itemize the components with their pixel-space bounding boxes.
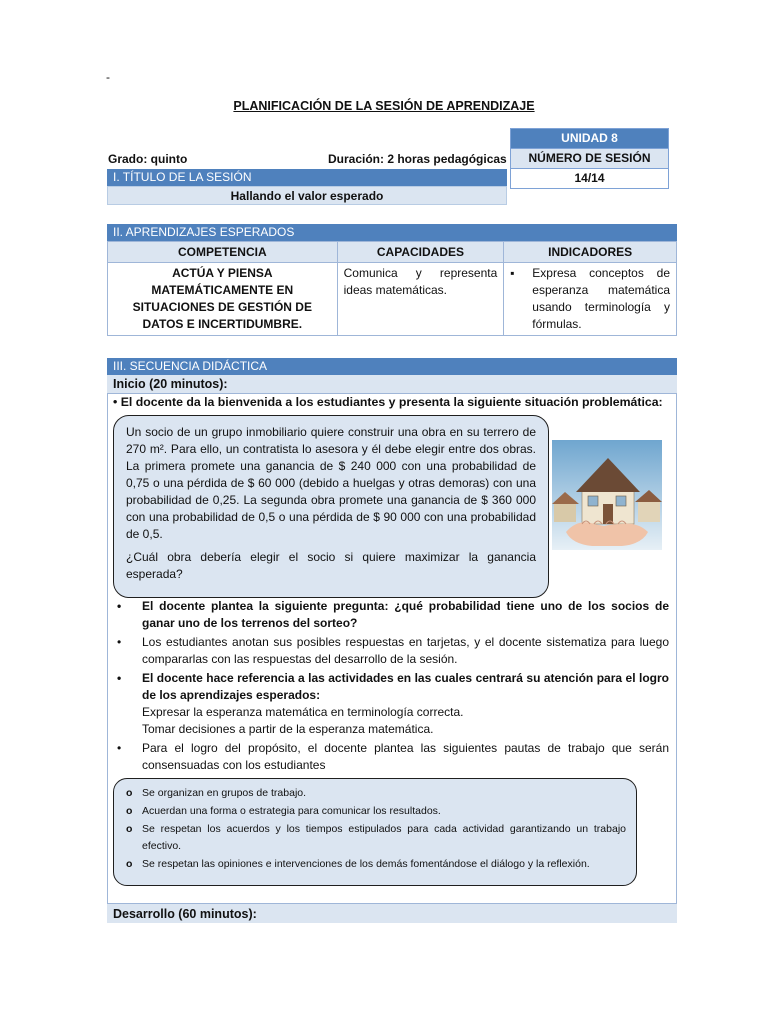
unit-box bbox=[510, 128, 669, 189]
session-number-value: 14/14 bbox=[511, 168, 668, 188]
circle-bullet-icon: o bbox=[126, 858, 133, 870]
circle-bullet-icon: o bbox=[126, 823, 133, 835]
grade-text: Grado: quinto bbox=[108, 152, 188, 166]
list-item: o Se respetan los acuerdos y los tiempos estipulados para cada actividad garantizando un trabajo efectivo. bbox=[126, 823, 626, 852]
list-item: o Acuerdan una forma o estrategia para comunicar los resultados. bbox=[124, 803, 626, 820]
duration-text: Duración: 2 horas pedagógicas bbox=[328, 152, 507, 166]
competencia-cell: ACTÚA Y PIENSA MATEMÁTICAMENTE EN SITUACIONES DE GESTIÓN DE DATOS E INCERTIDUMBRE. bbox=[108, 263, 338, 336]
list-item: • Para el logro del propósito, el docente plantea las siguientes pautas de trabajo que serán consensuadas con los estudiantes bbox=[117, 741, 669, 772]
bullet-icon: • bbox=[117, 741, 122, 755]
document-title: PLANIFICACIÓN DE LA SESIÓN DE APRENDIZAJE bbox=[233, 99, 535, 113]
bullet-icon: • bbox=[117, 635, 122, 649]
intro-text: El docente da la bienvenida a los estudiantes y presenta la siguiente situación problemática: bbox=[120, 395, 663, 409]
start-activities-list bbox=[113, 598, 669, 774]
sub-line: Expresar la esperanza matemática en terminología correcta. bbox=[142, 705, 464, 719]
session-title: Hallando el valor esperado bbox=[107, 186, 507, 205]
indicadores-cell bbox=[504, 263, 677, 336]
column-header-indicadores: INDICADORES bbox=[504, 242, 677, 263]
column-header-capacidades: CAPACIDADES bbox=[337, 242, 504, 263]
square-bullet-icon: ▪ bbox=[510, 266, 515, 280]
bullet-icon: • bbox=[117, 671, 122, 685]
indicator-text: Expresa conceptos de esperanza matemática usando terminología y fórmulas. bbox=[532, 266, 670, 331]
sub-line: Tomar decisiones a partir de la esperanza matemática. bbox=[142, 722, 434, 736]
expected-learning-table bbox=[107, 241, 677, 336]
bullet-icon: • bbox=[117, 599, 122, 613]
session-number-label: NÚMERO DE SESIÓN bbox=[511, 148, 668, 168]
list-item: • Los estudiantes anotan sus posibles respuestas en tarjetas, y el docente sistematiza para luego compararlas con las respuestas del desarrollo de la sesión. bbox=[117, 635, 669, 666]
list-item: o Se organizan en grupos de trabajo. bbox=[124, 785, 626, 802]
list-item: • El docente plantea la siguiente pregunta: ¿qué probabilidad tiene uno de los socios de ganar uno de los terrenos del sorteo? bbox=[117, 599, 669, 630]
circle-bullet-icon: o bbox=[126, 787, 133, 799]
house-in-hand-illustration bbox=[552, 440, 662, 550]
capacidades-cell: Comunica y representa ideas matemáticas. bbox=[337, 263, 504, 336]
intro-line bbox=[113, 395, 675, 409]
problem-question: ¿Cuál obra debería elegir el socio si quiere maximizar la ganancia esperada? bbox=[126, 550, 536, 581]
bullet-icon: • bbox=[113, 395, 118, 409]
page-mark: - bbox=[106, 70, 110, 84]
column-header-competencia: COMPETENCIA bbox=[108, 242, 338, 263]
section-title-header: I. TÍTULO DE LA SESIÓN bbox=[107, 169, 507, 186]
inicio-heading: Inicio (20 minutos): bbox=[107, 375, 677, 394]
desarrollo-heading: Desarrollo (60 minutos): bbox=[107, 903, 677, 923]
problem-statement: Un socio de un grupo inmobiliario quiere construir una obra en su terrero de 270 m². Para ello, un contratista lo asesora y él debe elegir entre dos obras. La primera promete una ganancia de $ 240 000 con una probabilidad de 0,75 o una pérdida de $ 60 000 (debido a huelgas y otras demoras) con una probabilidad de 0,25. La segunda obra promete una ganancia de $ 360 000 con una probabilidad de 0,5 o una pérdida de $ 90 000 con una probabilidad de 0,5. bbox=[126, 425, 536, 541]
didactic-sequence-header: III. SECUENCIA DIDÁCTICA bbox=[107, 358, 677, 375]
list-item: o Se respetan las opiniones e intervenciones de los demás fomentándose el diálogo y la reflexión. bbox=[124, 856, 626, 873]
expected-learning-header: II. APRENDIZAJES ESPERADOS bbox=[107, 224, 677, 241]
problem-box bbox=[113, 415, 549, 598]
circle-bullet-icon: o bbox=[126, 805, 133, 817]
unit-label: UNIDAD 8 bbox=[511, 129, 668, 148]
work-rules-box bbox=[113, 778, 637, 886]
list-item: • El docente hace referencia a las actividades en las cuales centrará su atención para el logro de los aprendizajes esperados: Expresar la esperanza matemática en terminología correcta. Tomar decisiones a partir de la esperanza matemática. bbox=[117, 671, 669, 736]
